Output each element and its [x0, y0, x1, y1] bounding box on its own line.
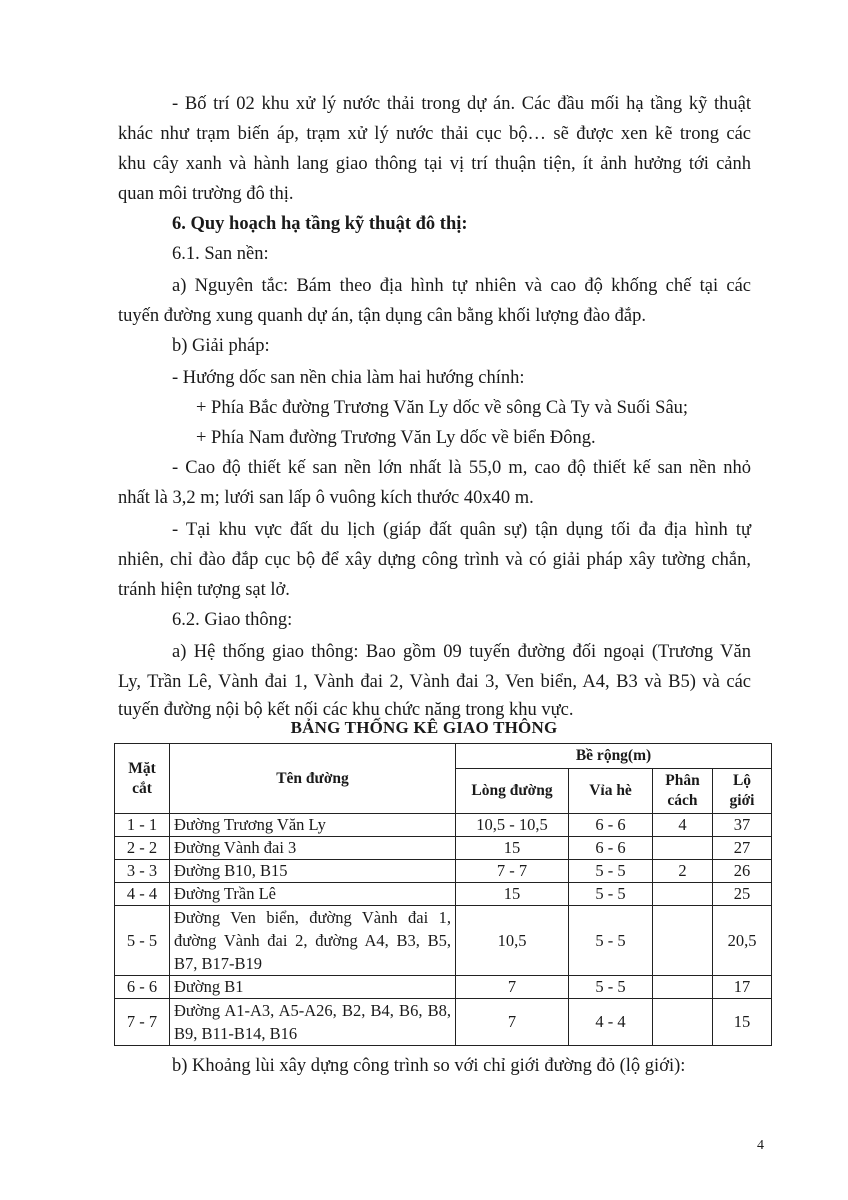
cell-ten-duong: Đường Vành đai 3	[170, 837, 456, 860]
cell-phan-cach: 2	[653, 860, 713, 883]
cell-lo-gioi: 26	[713, 860, 772, 883]
cell-via-he: 5 - 5	[569, 906, 653, 976]
cell-phan-cach	[653, 837, 713, 860]
section-heading: 6. Quy hoạch hạ tầng kỹ thuật đô thị:	[172, 214, 468, 234]
cell-mat-cat: 1 - 1	[115, 814, 170, 837]
cell-long-duong: 7	[456, 999, 569, 1046]
paragraph-line: + Phía Nam đường Trương Văn Ly dốc về biển Đông.	[196, 428, 596, 448]
header-lo-gioi: Lộ giới	[713, 769, 772, 814]
cell-phan-cach	[653, 999, 713, 1046]
paragraph-line: Ly, Trần Lê, Vành đai 1, Vành đai 2, Vành đai 3, Ven biển, A4, B3 và B5) và các	[118, 672, 751, 692]
cell-ten-duong: Đường B1	[170, 976, 456, 999]
header-long-duong: Lòng đường	[456, 769, 569, 814]
cell-lo-gioi: 15	[713, 999, 772, 1046]
cell-lo-gioi: 25	[713, 883, 772, 906]
header-mat-cat: Mặt cắt	[115, 744, 170, 814]
paragraph-line: khác như trạm biến áp, trạm xử lý nước thải cục bộ… sẽ được xen kẽ trong các	[118, 124, 751, 144]
cell-long-duong: 10,5 - 10,5	[456, 814, 569, 837]
paragraph-line: nhất là 3,2 m; lưới san lấp ô vuông kích thước 40x40 m.	[118, 488, 534, 508]
table-row	[115, 814, 772, 837]
cell-phan-cach	[653, 883, 713, 906]
paragraph-line: - Hướng dốc san nền chia làm hai hướng chính:	[172, 368, 525, 388]
header-phan-cach: Phân cách	[653, 769, 713, 814]
cell-via-he: 6 - 6	[569, 814, 653, 837]
cell-ten-duong: Đường A1-A3, A5-A26, B2, B4, B6, B8, B9, B11-B14, B16	[170, 999, 456, 1046]
cell-via-he: 4 - 4	[569, 999, 653, 1046]
cell-phan-cach	[653, 906, 713, 976]
paragraph-line: - Cao độ thiết kế san nền lớn nhất là 55,0 m, cao độ thiết kế san nền nhỏ	[172, 458, 751, 478]
paragraph-line: tránh hiện tượng sạt lở.	[118, 580, 290, 600]
subsection-heading: 6.1. San nền:	[172, 244, 269, 264]
cell-ten-duong: Đường Ven biển, đường Vành đai 1, đường Vành đai 2, đường A4, B3, B5, B7, B17-B19	[170, 906, 456, 976]
cell-ten-duong: Đường Trương Văn Ly	[170, 814, 456, 837]
cell-lo-gioi: 37	[713, 814, 772, 837]
cell-mat-cat: 6 - 6	[115, 976, 170, 999]
table-row	[115, 999, 772, 1046]
paragraph-line: quan môi trường đô thị.	[118, 184, 294, 204]
header-be-rong: Bề rộng(m)	[456, 744, 772, 769]
paragraph-line: + Phía Bắc đường Trương Văn Ly dốc về sông Cà Ty và Suối Sâu;	[196, 398, 689, 418]
cell-long-duong: 10,5	[456, 906, 569, 976]
cell-via-he: 6 - 6	[569, 837, 653, 860]
cell-via-he: 5 - 5	[569, 860, 653, 883]
table-row	[115, 883, 772, 906]
cell-mat-cat: 2 - 2	[115, 837, 170, 860]
cell-lo-gioi: 20,5	[713, 906, 772, 976]
header-ten-duong: Tên đường	[170, 744, 456, 814]
cell-lo-gioi: 17	[713, 976, 772, 999]
paragraph-line: - Bố trí 02 khu xử lý nước thải trong dự án. Các đầu mối hạ tầng kỹ thuật	[172, 94, 751, 114]
paragraph-line: a) Hệ thống giao thông: Bao gồm 09 tuyến đường đối ngoại (Trương Văn	[172, 642, 751, 662]
paragraph-line: b) Giải pháp:	[172, 336, 270, 356]
subsection-heading: 6.2. Giao thông:	[172, 610, 293, 630]
cell-long-duong: 15	[456, 837, 569, 860]
cell-phan-cach	[653, 976, 713, 999]
table-row	[115, 837, 772, 860]
page-number: 4	[757, 1138, 764, 1153]
table-row	[115, 906, 772, 976]
cell-long-duong: 7 - 7	[456, 860, 569, 883]
paragraph-line: tuyến đường nội bộ kết nối các khu chức năng trong khu vực.	[118, 700, 574, 720]
cell-mat-cat: 4 - 4	[115, 883, 170, 906]
cell-mat-cat: 5 - 5	[115, 906, 170, 976]
cell-long-duong: 15	[456, 883, 569, 906]
cell-long-duong: 7	[456, 976, 569, 999]
cell-mat-cat: 3 - 3	[115, 860, 170, 883]
table-row	[115, 976, 772, 999]
paragraph-line: b) Khoảng lùi xây dựng công trình so với chỉ giới đường đỏ (lộ giới):	[172, 1056, 686, 1076]
paragraph-line: khu cây xanh và hành lang giao thông tại vị trí thuận tiện, ít ảnh hưởng tới cảnh	[118, 154, 751, 174]
paragraph-line: tuyến đường xung quanh dự án, tận dụng cân bằng khối lượng đào đắp.	[118, 306, 646, 326]
cell-lo-gioi: 27	[713, 837, 772, 860]
table-row	[115, 860, 772, 883]
cell-ten-duong: Đường Trần Lê	[170, 883, 456, 906]
table-title: BẢNG THỐNG KÊ GIAO THÔNG	[290, 718, 558, 737]
header-via-he: Vỉa hè	[569, 769, 653, 814]
cell-ten-duong: Đường B10, B15	[170, 860, 456, 883]
cell-phan-cach: 4	[653, 814, 713, 837]
cell-via-he: 5 - 5	[569, 883, 653, 906]
cell-via-he: 5 - 5	[569, 976, 653, 999]
cell-mat-cat: 7 - 7	[115, 999, 170, 1046]
paragraph-line: a) Nguyên tắc: Bám theo địa hình tự nhiên và cao độ khống chế tại các	[172, 276, 751, 296]
paragraph-line: - Tại khu vực đất du lịch (giáp đất quân sự) tận dụng tối đa địa hình tự	[172, 520, 751, 540]
paragraph-line: nhiên, chỉ đào đắp cục bộ để xây dựng công trình và có giải pháp xây tường chắn,	[118, 550, 751, 570]
traffic-statistics-table	[114, 743, 772, 1046]
